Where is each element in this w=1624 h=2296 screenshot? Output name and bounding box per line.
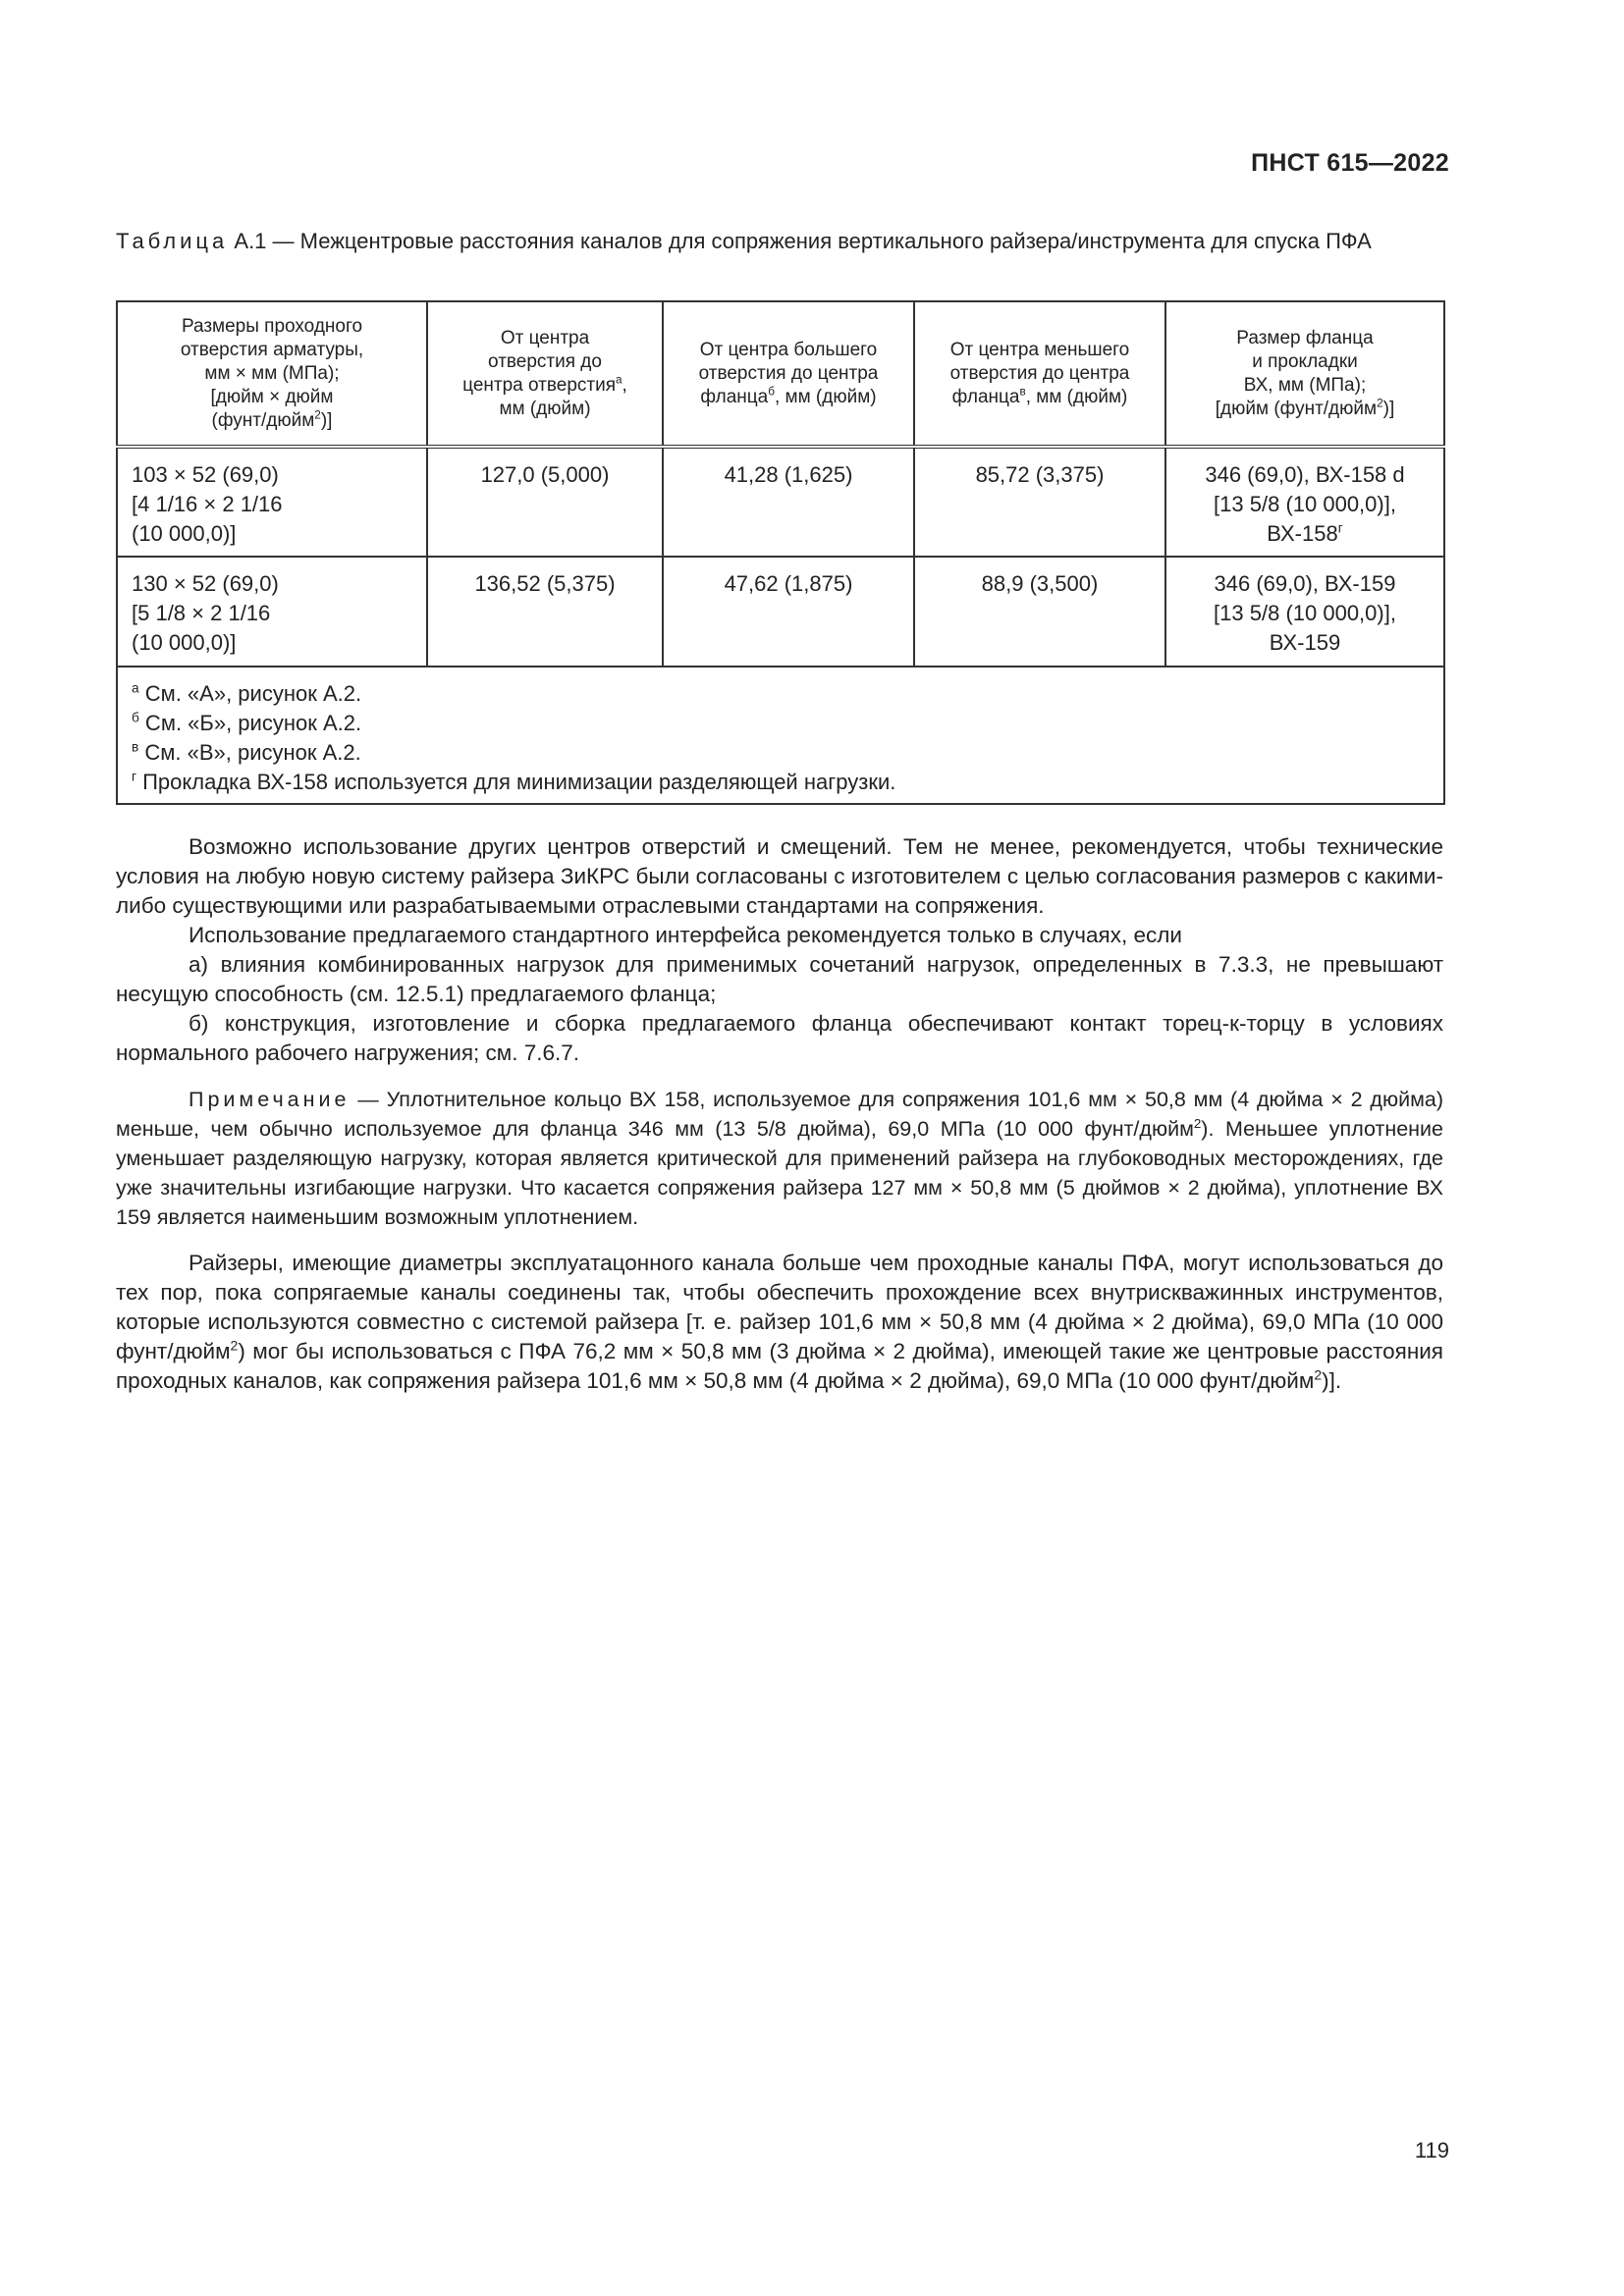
- paragraph: Использование предлагаемого стандартного интерфейса рекомендуется только в случаях, если: [189, 923, 1182, 947]
- table-note: $^г$ Прокладка ВХ-158 используется для минимизации разделяющей нагрузки.: [132, 769, 896, 794]
- cell-size: 103 × 52 (69,0) [4 1/16 × 2 1/16 (10 000,0)]: [117, 447, 427, 557]
- data-table: [116, 300, 1445, 805]
- table-caption-text: — Межцентровые расстояния каналов для сопряжения вертикального райзера/инструмента для спуска ПФА: [266, 229, 1372, 253]
- column-header-size: Размеры проходного отверстия арматуры, мм × мм (МПа); [дюйм × дюйм (фунт/дюйм$^2$)]: [117, 301, 427, 447]
- table-caption-label: Таблица: [116, 229, 229, 253]
- paragraph: Возможно использование других центров отверстий и смещений. Тем не менее, рекомендуется, чтобы технические условия на любую новую систему райзера ЗиКРС были согласованы с изготовителем с целью согласования размеров с какими-либо существующими или разрабатываемыми отраслевыми стандартами на сопряжения.: [116, 834, 1443, 918]
- list-item: б) конструкция, изготовление и сборка предлагаемого фланца обеспечивают контакт торец-к-торцу в условиях нормального рабочего нагружения; см. 7.6.7.: [116, 1011, 1443, 1065]
- cell-small-to-flange: 88,9 (3,500): [914, 557, 1165, 667]
- note-label: Примечание: [189, 1088, 351, 1111]
- table-row: [117, 557, 1444, 667]
- note-paragraph: Примечание — Уплотнительное кольцо ВХ 158, используемое для сопряжения 101,6 мм × 50,8 мм (4 дюйма × 2 дюйма) меньше, чем обычно используемое для фланца 346 мм (13 5/8 дюйма), 69,0 МПа (10 000 фунт/дюйм$^2$). Меньшее уплотнение уменьшает разделяющую нагрузку, которая является критической для применений райзера на глубоководных месторождениях, где уже значительны изгибающие нагрузки. Что касается сопряжения райзера 127 мм × 50,8 мм (5 дюймов × 2 дюйма), уплотнение ВХ 159 является наименьшим возможным уплотнением.: [116, 1088, 1443, 1229]
- table-caption: [116, 226, 1441, 256]
- column-header-flange-size: Размер фланца и прокладки ВХ, мм (МПа); [дюйм (фунт/дюйм$^2$)]: [1165, 301, 1444, 447]
- page-number: 119: [1414, 2138, 1449, 2163]
- table-note: $^а$ См. «А», рисунок А.2.: [132, 680, 362, 706]
- cell-flange: 346 (69,0), ВХ-158 d [13 5/8 (10 000,0)], $ВХ-158^г$: [1165, 447, 1444, 557]
- body-text: [116, 832, 1443, 1396]
- column-header-small-to-flange: От центра меньшего отверстия до центра фланца$^в$, мм (дюйм): [914, 301, 1165, 447]
- table-notes-row: [117, 667, 1444, 804]
- list-item: а) влияния комбинированных нагрузок для применимых сочетаний нагрузок, определенных в 7.3.3, не превышают несущую способность (см. 12.5.1) предлагаемого фланца;: [116, 952, 1443, 1006]
- table-notes: [117, 667, 1444, 804]
- cell-small-to-flange: 85,72 (3,375): [914, 447, 1165, 557]
- table-row: [117, 447, 1444, 557]
- cell-large-to-flange: 41,28 (1,625): [663, 447, 914, 557]
- cell-flange: 346 (69,0), ВХ-159 [13 5/8 (10 000,0)], ВХ-159: [1165, 557, 1444, 667]
- table-header-row: [117, 301, 1444, 447]
- cell-large-to-flange: 47,62 (1,875): [663, 557, 914, 667]
- table-caption-number: А.1: [234, 229, 267, 253]
- table-note: $^б$ См. «Б», рисунок А.2.: [132, 710, 362, 735]
- column-header-large-to-flange: От центра большего отверстия до центра фланца$^б$, мм (дюйм): [663, 301, 914, 447]
- column-header-center-to-center: От центра отверстия до центра отверстия$^а$, мм (дюйм): [427, 301, 663, 447]
- table-note: $^в$ См. «В», рисунок А.2.: [132, 739, 361, 765]
- cell-center-to-center: 127,0 (5,000): [427, 447, 663, 557]
- document-id: ПНСТ 615—2022: [1251, 149, 1449, 177]
- cell-size: 130 × 52 (69,0) [5 1/8 × 2 1/16 (10 000,0)]: [117, 557, 427, 667]
- paragraph: Райзеры, имеющие диаметры эксплуатацонного канала больше чем проходные каналы ПФА, могут использоваться до тех пор, пока сопрягаемые каналы соединены так, чтобы обеспечить прохождение всех внутрискважинных инструментов, которые используются совместно с системой райзера [т. е. райзер 101,6 мм × 50,8 мм (4 дюйма × 2 дюйма), 69,0 МПа (10 000 фунт/дюйм$^2$) мог бы использоваться с ПФА 76,2 мм × 50,8 мм (3 дюйма × 2 дюйма), имеющей такие же центровые расстояния проходных каналов, как сопряжения райзера 101,6 мм × 50,8 мм (4 дюйма × 2 дюйма), 69,0 МПа (10 000 фунт/дюйм$^2$)].: [116, 1251, 1443, 1393]
- cell-center-to-center: 136,52 (5,375): [427, 557, 663, 667]
